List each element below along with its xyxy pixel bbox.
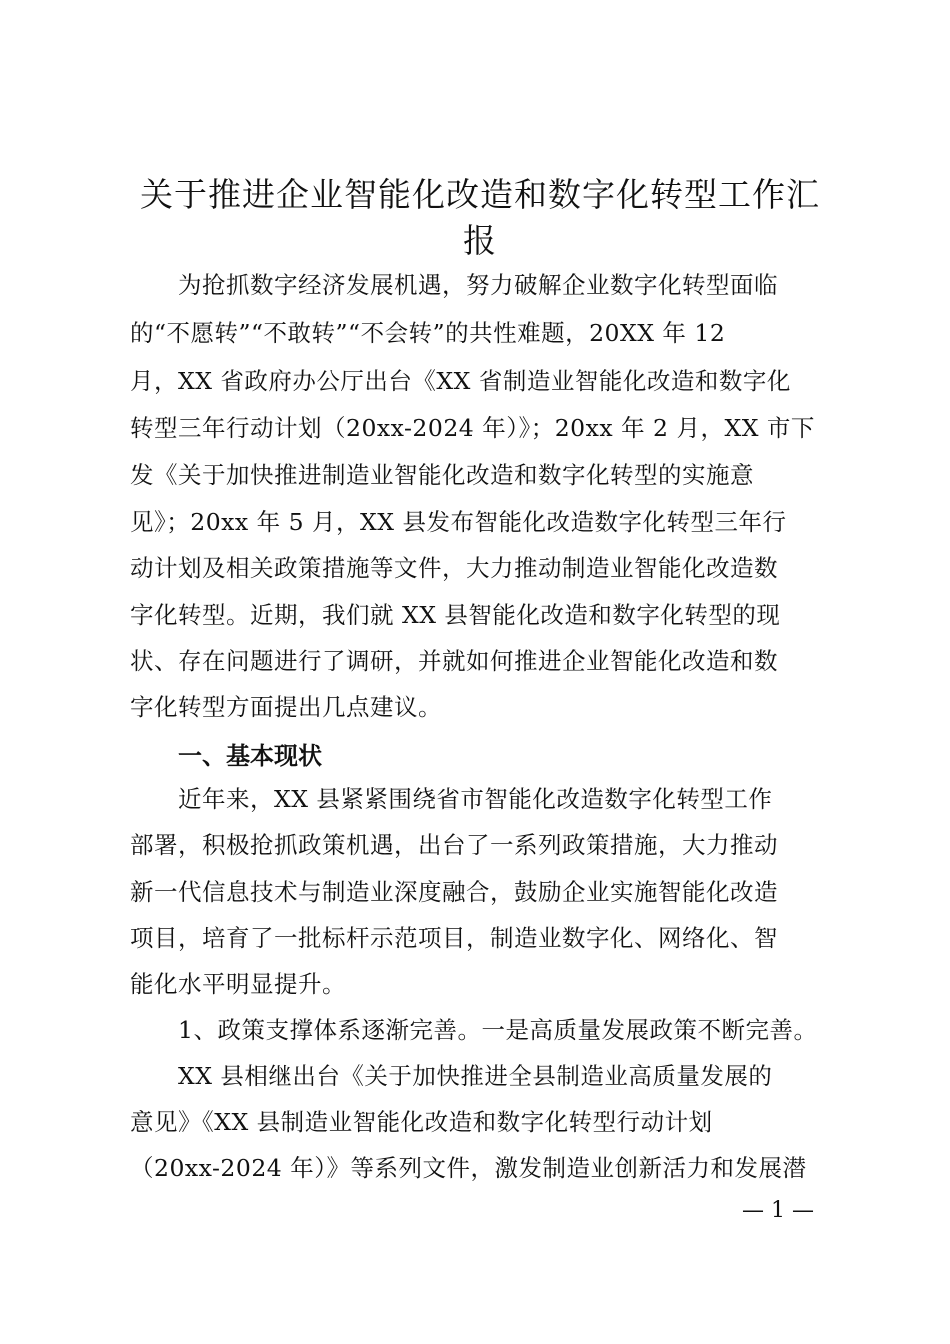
section-1-line-4: 项目，培育了一批标杆示范项目，制造业数字化、网络化、智 (130, 924, 778, 952)
section-heading-basic-status: 一、基本现状 (178, 742, 322, 770)
intro-line-5: 发《关于加快推进制造业智能化改造和数字化转型的实施意 (130, 461, 754, 489)
page-number: — 1 — (742, 1198, 814, 1223)
section-1-line-2: 部署，积极抢抓政策机遇，出台了一系列政策措施，大力推动 (130, 831, 778, 859)
section-1-line-3: 新一代信息技术与制造业深度融合，鼓励企业实施智能化改造 (130, 878, 778, 906)
intro-line-8: 字化转型。近期，我们就 XX 县智能化改造和数字化转型的现 (130, 601, 781, 629)
point-1-heading-line: 1、政策支撑体系逐渐完善。一是高质量发展政策不断完善。 (178, 1016, 818, 1044)
intro-line-10: 字化转型方面提出几点建议。 (130, 693, 442, 721)
intro-line-6: 见》；20xx 年 5 月，XX 县发布智能化改造数字化转型三年行 (130, 508, 787, 536)
intro-line-7: 动计划及相关政策措施等文件，大力推动制造业智能化改造数 (130, 554, 778, 582)
section-1-line-5: 能化水平明显提升。 (130, 970, 346, 998)
intro-line-4: 转型三年行动计划（20xx-2024 年）》；20xx 年 2 月，XX 市下 (130, 414, 815, 442)
intro-line-3: 月，XX 省政府办公厅出台《XX 省制造业智能化改造和数字化 (130, 367, 791, 395)
document-title-line-1: 关于推进企业智能化改造和数字化转型工作汇 (140, 175, 820, 214)
point-1-line-3: （20xx-2024 年）》等系列文件，激发制造业创新活力和发展潜 (130, 1154, 807, 1182)
intro-line-2: 的“不愿转”“不敢转”“不会转”的共性难题，20XX 年 12 (130, 319, 726, 347)
intro-line-9: 状、存在问题进行了调研，并就如何推进企业智能化改造和数 (130, 647, 778, 675)
point-1-line-2: 意见》《XX 县制造业智能化改造和数字化转型行动计划 (130, 1108, 713, 1136)
point-1-line-1: XX 县相继出台《关于加快推进全县制造业高质量发展的 (178, 1062, 773, 1090)
intro-line-1: 为抢抓数字经济发展机遇，努力破解企业数字化转型面临 (178, 271, 778, 299)
document-title-line-2: 报 (463, 221, 497, 260)
section-1-line-1: 近年来，XX 县紧紧围绕省市智能化改造数字化转型工作 (178, 785, 773, 813)
